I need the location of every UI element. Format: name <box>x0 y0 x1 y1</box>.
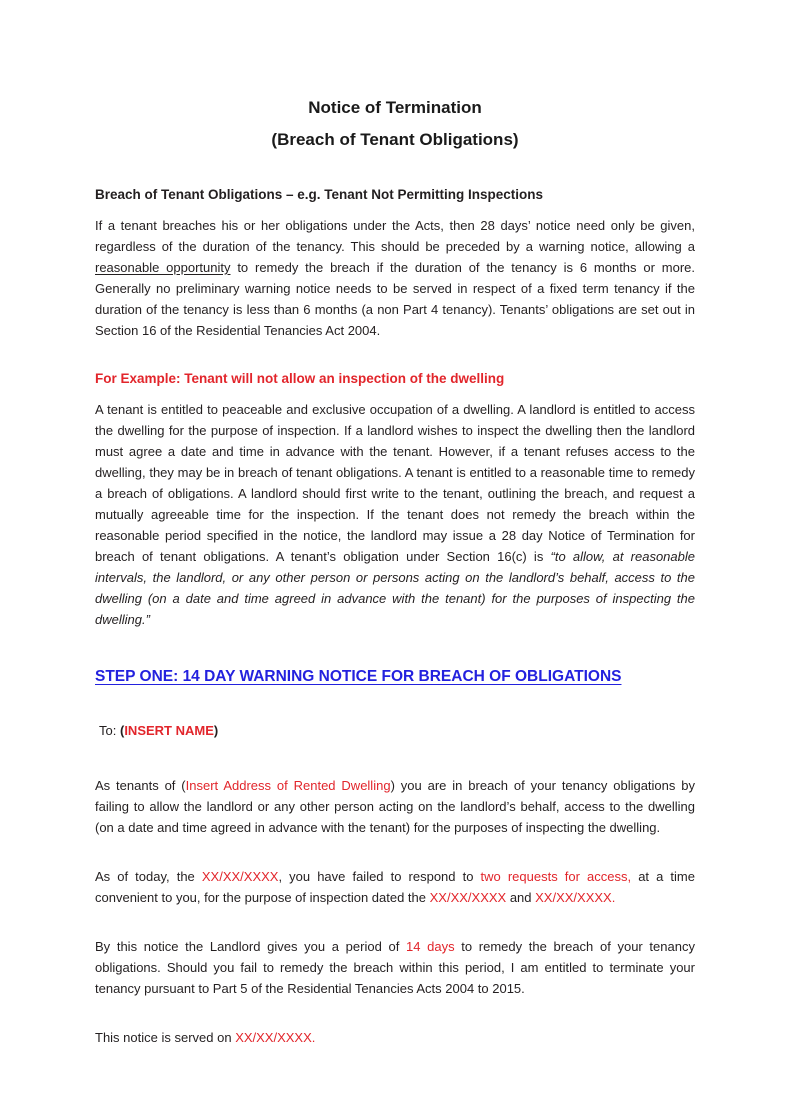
paren-open: ( <box>119 723 125 738</box>
intro-paragraph <box>95 215 695 341</box>
breach-section-heading: Breach of Tenant Obligations – e.g. Tenant Not Permitting Inspections <box>95 187 544 202</box>
insert-address-placeholder: Insert Address of Rented Dwelling <box>185 778 391 793</box>
example-section-heading: For Example: Tenant will not allow an inspection of the dwelling <box>95 371 505 386</box>
text-run: to remedy the breach of your tenancy obligations. Should you fail to remedy the breach within this period, I am entitled to terminate your tenancy pursuant to Part 5 of the Residential Tenancies Acts 2004 to 2015. <box>95 939 695 996</box>
text-run: A tenant is entitled to peaceable and exclusive occupation of a dwelling. A landlord is entitled to access the dwelling for the purpose of inspection. If a landlord wishes to inspect the dwelling then the landlord must agree a date and time in advance with the tenant. However, if a tenant refuses access to the dwelling, they may be in breach of tenant obligations. A tenant is entitled to a reasonable time to remedy a breach of obligations. A landlord should first write to the tenant, outlining the breach, and request a mutually agreeable time for the inspection. If the tenant does not remedy the breach within the reasonable period specified in the notice, the landlord may issue a 28 day Notice of Termination for breach of tenant obligations. A tenant’s obligation under Section 16(c) is <box>95 402 695 564</box>
as-of-today-paragraph <box>95 866 695 908</box>
step-one-heading: STEP ONE: 14 DAY WARNING NOTICE FOR BREACH OF OBLIGATIONS <box>95 668 622 685</box>
text-run: As tenants of ( <box>95 778 186 793</box>
text-run: and <box>506 890 536 905</box>
date-placeholder: XX/XX/XXXX. <box>535 890 616 905</box>
period-placeholder: 14 days <box>406 939 455 954</box>
text-run: , you have failed to respond to <box>278 869 481 884</box>
text-run: As of today, the <box>95 869 202 884</box>
as-tenants-paragraph <box>95 775 695 838</box>
text-run: at a time convenient to you, for the purpose of inspection dated the <box>95 869 695 905</box>
paren-close: ) <box>213 723 219 738</box>
by-notice-paragraph <box>95 936 695 999</box>
to-label: To: <box>99 723 120 738</box>
text-run: This notice is served on <box>95 1030 236 1045</box>
to-line <box>95 720 695 741</box>
requests-placeholder: two requests for access, <box>480 869 632 884</box>
text-run: ) you are in breach of your tenancy obligations by failing to allow the landlord or any other person acting on the landlord’s behalf, access to the dwelling (on a date and time agreed in advance with the tenant) for the purposes of inspecting the dwelling. <box>95 778 695 835</box>
document-title <box>95 92 695 156</box>
italic-quote-run: “to allow, at reasonable intervals, the landlord, or any other person or persons acting on the landlord’s behalf, access to the dwelling (on a date and time agreed in advance with the tenant) for the purposes of inspecting the dwelling.” <box>95 549 695 627</box>
text-run: If a tenant breaches his or her obligations under the Acts, then 28 days’ notice need only be given, regardless of the duration of the tenancy. This should be preceded by a warning notice, allowing a <box>95 218 695 254</box>
document-title-line-2: (Breach of Tenant Obligations) <box>271 130 519 149</box>
example-paragraph <box>95 399 695 630</box>
insert-name-placeholder: INSERT NAME <box>124 723 214 738</box>
underlined-text-run: reasonable opportunity <box>95 260 231 275</box>
date-placeholder: XX/XX/XXXX. <box>235 1030 316 1045</box>
served-on-line <box>95 1027 695 1048</box>
text-run: to remedy the breach if the duration of the tenancy is 6 months or more. Generally no preliminary warning notice needs to be served in respect of a fixed term tenancy if the duration of the tenancy is less than 6 months (a non Part 4 tenancy). Tenants’ obligations are set out in Section 16 of the Residential Tenancies Act 2004. <box>95 260 695 338</box>
document-title-line-1: Notice of Termination <box>308 98 482 117</box>
text-run: By this notice the Landlord gives you a period of <box>95 939 406 954</box>
date-placeholder: XX/XX/XXXX <box>429 890 507 905</box>
date-placeholder: XX/XX/XXXX <box>201 869 279 884</box>
